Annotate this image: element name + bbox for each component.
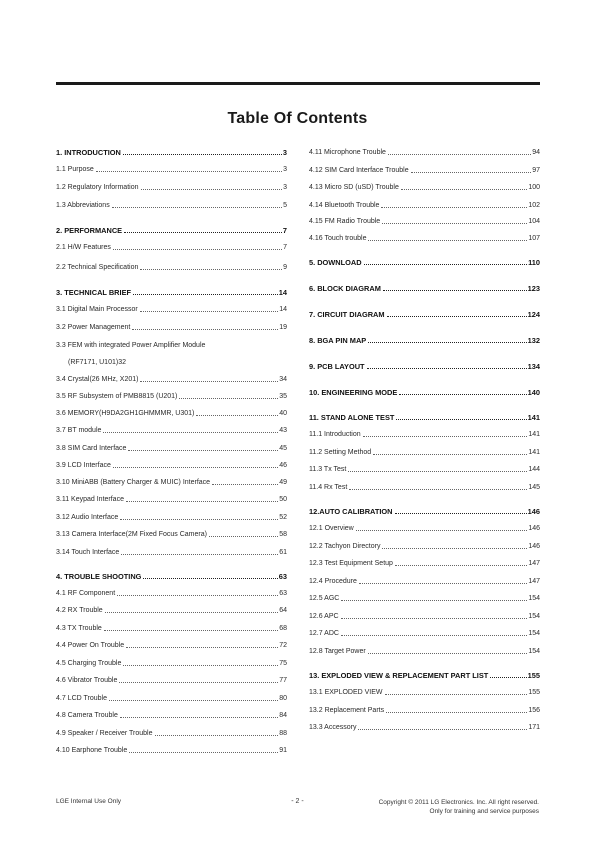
toc-dot-leader (128, 450, 278, 451)
toc-entry-page: 147 (528, 560, 540, 567)
toc-entry-page: 145 (528, 484, 540, 491)
toc-entry-page: 91 (279, 747, 287, 754)
toc-dot-leader (123, 665, 278, 666)
toc-entry-label: 12.4 Procedure (309, 578, 357, 585)
toc-dot-leader (126, 647, 278, 648)
toc-entry-label: 12.2 Tachyon Directory (309, 543, 381, 550)
toc-entry-label: 8. BGA PIN MAP (309, 336, 367, 345)
toc-dot-leader (117, 595, 278, 596)
toc-entry-page: 84 (279, 712, 287, 719)
toc-dot-leader (363, 436, 528, 437)
toc-dot-leader (119, 682, 278, 683)
toc-dot-leader (382, 548, 527, 549)
toc-chapter-entry[interactable] (309, 507, 540, 516)
toc-entry-label: 1.1 Purpose (56, 166, 94, 173)
toc-chapter-entry[interactable] (309, 310, 540, 319)
toc-dot-leader (140, 311, 279, 312)
toc-section-entry[interactable] (56, 495, 287, 504)
toc-entry-label: 13.1 EXPLODED VIEW (309, 689, 383, 696)
toc-dot-leader (140, 269, 282, 270)
toc-section-entry[interactable] (56, 444, 287, 453)
toc-dot-leader (368, 240, 527, 241)
toc-entry-page: 102 (528, 202, 540, 209)
toc-section-entry[interactable] (56, 183, 287, 192)
toc-entry-page: 43 (279, 427, 287, 434)
toc-section-entry[interactable] (56, 478, 287, 487)
toc-dot-leader (367, 368, 527, 369)
toc-section-entry[interactable] (56, 243, 287, 252)
toc-section-entry[interactable] (309, 524, 540, 533)
toc-entry-label: 12.6 APC (309, 613, 339, 620)
toc-entry-label: 3.12 Audio Interface (56, 514, 119, 521)
toc-entry-label: 3.9 LCD Interface (56, 462, 111, 469)
toc-dot-leader (120, 519, 278, 520)
toc-entry-page: 34 (279, 376, 287, 383)
toc-entry-label: 6. BLOCK DIAGRAM (309, 284, 381, 293)
toc-section-entry[interactable] (56, 548, 287, 557)
toc-section-entry[interactable] (309, 688, 540, 697)
toc-dot-leader (368, 653, 528, 654)
toc-section-entry[interactable] (56, 201, 287, 210)
toc-dot-leader (133, 294, 278, 295)
toc-entry-page: 97 (532, 167, 540, 174)
toc-section-entry[interactable] (56, 641, 287, 650)
toc-section-entry[interactable] (56, 729, 287, 738)
toc-entry-label: 4.12 SIM Card Interface Trouble (309, 167, 409, 174)
toc-entry-page: 100 (528, 184, 540, 191)
toc-section-entry[interactable] (56, 323, 287, 332)
toc-entry-label: 4.1 RF Component (56, 590, 116, 597)
toc-section-entry[interactable] (56, 711, 287, 720)
toc-entry-page: 72 (279, 642, 287, 649)
toc-entry-label: 4.7 LCD Trouble (56, 695, 107, 702)
toc-dot-leader (387, 316, 527, 317)
toc-section-entry[interactable] (309, 201, 540, 210)
toc-entry-label: 3. TECHNICAL BRIEF (56, 288, 132, 297)
toc-dot-leader (364, 264, 528, 265)
toc-dot-leader (356, 530, 528, 531)
toc-entry-page: 146 (528, 543, 540, 550)
toc-dot-leader (124, 232, 282, 233)
toc-entry-label: 4.14 Bluetooth Trouble (309, 202, 380, 209)
toc-entry-page: 154 (528, 630, 540, 637)
toc-entry-page: 3 (283, 166, 287, 173)
toc-right-column (309, 148, 540, 732)
toc-entry-page: 171 (528, 724, 540, 731)
toc-entry-label: 4.5 Charging Trouble (56, 660, 122, 667)
toc-entry-label: 3.8 SIM Card Interface (56, 445, 127, 452)
toc-entry-label: 3.10 MiniABB (Battery Charger & MUIC) Interface (56, 479, 211, 486)
toc-dot-leader (129, 752, 278, 753)
toc-entry-page: 104 (528, 218, 540, 225)
toc-entry-label: 11.2 Setting Method (309, 449, 372, 456)
toc-entry-label: 4.13 Micro SD (uSD) Trouble (309, 184, 399, 191)
toc-entry-label: 5. DOWNLOAD (309, 258, 362, 267)
toc-chapter-entry[interactable] (56, 148, 287, 157)
toc-chapter-entry[interactable] (309, 388, 540, 397)
toc-section-entry[interactable] (309, 234, 540, 243)
toc-entry-label: 3.13 Camera Interface(2M Fixed Focus Camera) (56, 531, 207, 538)
toc-dot-leader (386, 712, 527, 713)
toc-dot-leader (132, 329, 278, 330)
toc-dot-leader (126, 501, 278, 502)
toc-section-entry[interactable] (56, 392, 287, 401)
toc-section-entry[interactable] (309, 542, 540, 551)
toc-chapter-entry[interactable] (309, 284, 540, 293)
toc-entry-label: 4.8 Camera Trouble (56, 712, 118, 719)
toc-entry-label: 12.7 ADC (309, 630, 339, 637)
toc-section-entry[interactable] (309, 577, 540, 586)
toc-entry-page: 14 (279, 306, 287, 313)
toc-section-entry[interactable] (309, 723, 540, 732)
toc-entry-label: 10. ENGINEERING MODE (309, 388, 398, 397)
toc-entry-page: 3 (283, 184, 287, 191)
toc-entry-page: 50 (279, 496, 287, 503)
toc-entry-label: 2.2 Technical Specification (56, 264, 139, 271)
toc-dot-leader (341, 635, 527, 636)
toc-dot-leader (123, 154, 282, 155)
toc-entry-page: 154 (528, 613, 540, 620)
toc-entry-page: 58 (279, 531, 287, 538)
toc-entry-page: 63 (279, 590, 287, 597)
toc-dot-leader (196, 415, 278, 416)
toc-entry-page: 140 (527, 388, 540, 397)
toc-entry-label: 1. INTRODUCTION (56, 148, 121, 157)
toc-dot-leader (382, 223, 527, 224)
toc-entry-label: 2. PERFORMANCE (56, 226, 123, 235)
toc-entry-label: 4.10 Earphone Trouble (56, 747, 128, 754)
toc-entry-page: 46 (279, 462, 287, 469)
toc-dot-leader (155, 735, 279, 736)
toc-entry-label: 4.9 Speaker / Receiver Trouble (56, 730, 153, 737)
toc-dot-leader (105, 612, 279, 613)
toc-entry-label: 3.11 Keypad Interface (56, 496, 124, 503)
toc-section-entry[interactable] (56, 341, 287, 350)
toc-dot-leader (121, 554, 278, 555)
toc-chapter-entry[interactable] (309, 413, 540, 422)
toc-dot-leader (103, 432, 278, 433)
toc-chapter-entry[interactable] (309, 362, 540, 371)
toc-entry-page: 146 (527, 507, 540, 516)
footer-copyright (379, 798, 539, 816)
toc-chapter-entry[interactable] (309, 671, 540, 680)
toc-entry-label: 13.2 Replacement Parts (309, 707, 385, 714)
toc-chapter-entry[interactable] (56, 288, 287, 297)
toc-entry-page: 141 (528, 449, 540, 456)
toc-entry-label: 3.5 RF Subsystem of PMB8815 (U201) (56, 393, 178, 400)
toc-entry-label: 4.2 RX Trouble (56, 607, 103, 614)
toc-entry-page: 35 (279, 393, 287, 400)
toc-entry-page: 49 (279, 479, 287, 486)
toc-section-entry[interactable] (309, 559, 540, 568)
toc-section-entry[interactable] (309, 647, 540, 656)
toc-dot-leader (143, 578, 277, 579)
toc-entry-label: 3.14 Touch Interface (56, 549, 120, 556)
toc-section-entry[interactable] (309, 612, 540, 621)
toc-entry-label: 4. TROUBLE SHOOTING (56, 572, 142, 581)
toc-section-entry[interactable] (56, 589, 287, 598)
toc-entry-label: 11.1 Introduction (309, 431, 361, 438)
toc-entry-page: 7 (282, 226, 287, 235)
toc-entry-label: 11.3 Tx Test (309, 466, 347, 473)
toc-dot-leader (113, 467, 278, 468)
toc-entry-page: 110 (528, 258, 540, 267)
toc-entry-page: 64 (279, 607, 287, 614)
toc-section-entry[interactable] (309, 148, 540, 157)
toc-entry-page: 94 (532, 149, 540, 156)
toc-chapter-entry[interactable] (56, 226, 287, 235)
toc-entry-label: 3.4 Crystal(26 MHz, X201) (56, 376, 139, 383)
toc-entry-label: 12.8 Target Power (309, 648, 366, 655)
toc-entry-label: 12.3 Test Equipment Setup (309, 560, 393, 567)
toc-dot-leader (209, 536, 278, 537)
toc-chapter-entry[interactable] (309, 336, 540, 345)
toc-entry-page: 156 (528, 707, 540, 714)
toc-entry-page: 40 (279, 410, 287, 417)
toc-entry-label: 1.3 Abbreviations (56, 202, 110, 209)
toc-entry-page: 68 (279, 625, 287, 632)
toc-entry-page: 146 (528, 525, 540, 532)
toc-section-entry[interactable] (309, 706, 540, 715)
toc-entry-page: 155 (527, 671, 540, 680)
toc-dot-leader (395, 513, 527, 514)
toc-entry-label: 3.3 FEM with integrated Power Amplifier Module (56, 342, 206, 349)
toc-left-column (56, 148, 287, 755)
toc-entry-label: 4.11 Microphone Trouble (309, 149, 386, 156)
toc-dot-leader (368, 342, 526, 343)
toc-section-entry[interactable] (56, 358, 287, 367)
toc-dot-leader (383, 290, 527, 291)
toc-entry-page: 77 (279, 677, 287, 684)
toc-dot-leader (411, 172, 532, 173)
toc-section-entry[interactable] (309, 448, 540, 457)
toc-entry-page: 52 (279, 514, 287, 521)
toc-section-entry[interactable] (309, 483, 540, 492)
toc-dot-leader (341, 600, 527, 601)
toc-entry-label: 4.3 TX Trouble (56, 625, 102, 632)
toc-entry-page: 155 (528, 689, 540, 696)
toc-dot-leader (385, 694, 528, 695)
toc-section-entry[interactable] (56, 409, 287, 418)
toc-entry-label: 3.2 Power Management (56, 324, 131, 331)
toc-section-entry[interactable] (56, 606, 287, 615)
toc-entry-label: 3.1 Digital Main Processor (56, 306, 138, 313)
toc-entry-page: 134 (527, 362, 540, 371)
toc-entry-label: 12.1 Overview (309, 525, 354, 532)
toc-dot-leader (96, 171, 282, 172)
toc-entry-page: 124 (527, 310, 540, 319)
toc-entry-page: 14 (278, 288, 287, 297)
toc-section-entry[interactable] (56, 530, 287, 539)
footer-page-number: - 2 - (291, 798, 304, 805)
toc-section-entry[interactable] (56, 676, 287, 685)
toc-entry-page: 154 (528, 595, 540, 602)
toc-entry-label: 9. PCB LAYOUT (309, 362, 365, 371)
toc-section-entry[interactable] (309, 465, 540, 474)
page-title: Table Of Contents (227, 110, 368, 127)
toc-section-entry[interactable] (56, 461, 287, 470)
toc-entry-label: 2.1 H/W Features (56, 244, 111, 251)
toc-section-entry[interactable] (56, 659, 287, 668)
toc-dot-leader (396, 419, 526, 420)
toc-dot-leader (401, 189, 527, 190)
toc-entry-page: 61 (279, 549, 287, 556)
toc-entry-page: 88 (279, 730, 287, 737)
toc-entry-label: 4.15 FM Radio Trouble (309, 218, 381, 225)
toc-entry-label: 13.3 Accessory (309, 724, 357, 731)
toc-entry-label: 11. STAND ALONE TEST (309, 413, 395, 422)
toc-entry-label: 4.4 Power On Trouble (56, 642, 125, 649)
toc-entry-page: 75 (279, 660, 287, 667)
toc-entry-page: 141 (528, 431, 540, 438)
toc-entry-label: 12.5 AGC (309, 595, 340, 602)
toc-entry-page: 19 (279, 324, 287, 331)
toc-section-entry[interactable] (56, 165, 287, 174)
toc-entry-page: 32 (118, 359, 126, 366)
toc-entry-page: 154 (528, 648, 540, 655)
toc-entry-label: 3.6 MEMORY(H9DA2GH1GHMMMR, U301) (56, 410, 195, 417)
toc-section-entry[interactable] (56, 746, 287, 755)
toc-entry-page: 45 (279, 445, 287, 452)
toc-entry-page: 132 (527, 336, 540, 345)
toc-dot-leader (348, 471, 527, 472)
footer-internal-use: LGE Internal Use Only (56, 798, 122, 805)
toc-section-entry[interactable] (56, 305, 287, 314)
toc-section-entry[interactable] (56, 263, 287, 272)
toc-dot-leader (388, 154, 531, 155)
toc-entry-label: (RF7171, U101) (68, 359, 119, 366)
toc-entry-page: 63 (278, 572, 287, 581)
toc-dot-leader (113, 249, 282, 250)
toc-dot-leader (341, 618, 528, 619)
toc-entry-page: 5 (283, 202, 287, 209)
footer-copyright-line: Copyright © 2011 LG Electronics. Inc. All right reserved. (378, 799, 539, 806)
toc-entry-page: 123 (527, 284, 540, 293)
toc-entry-label: 4.16 Touch trouble (309, 235, 367, 242)
toc-entry-page: 144 (528, 466, 540, 473)
toc-section-entry[interactable] (56, 375, 287, 384)
toc-entry-page: 3 (282, 148, 287, 157)
toc-section-entry[interactable] (309, 594, 540, 603)
toc-entry-page: 107 (528, 235, 540, 242)
toc-entry-label: 12.AUTO CALIBRATION (309, 507, 393, 516)
toc-entry-label: 7. CIRCUIT DIAGRAM (309, 310, 385, 319)
toc-dot-leader (179, 398, 278, 399)
toc-dot-leader (120, 717, 278, 718)
toc-section-entry[interactable] (309, 166, 540, 175)
footer-purpose-line: Only for training and service purposes (429, 808, 539, 815)
toc-entry-label: 1.2 Regulatory Information (56, 184, 139, 191)
toc-section-entry[interactable] (309, 430, 540, 439)
toc-section-entry[interactable] (309, 183, 540, 192)
toc-dot-leader (490, 677, 526, 678)
toc-entry-label: 11.4 Rx Test (309, 484, 348, 491)
toc-chapter-entry[interactable] (56, 572, 287, 581)
toc-dot-leader (395, 565, 527, 566)
toc-dot-leader (399, 394, 526, 395)
toc-dot-leader (358, 729, 527, 730)
top-rule (56, 82, 540, 85)
toc-entry-label: 3.7 BT module (56, 427, 102, 434)
toc-section-entry[interactable] (309, 629, 540, 638)
toc-entry-page: 80 (279, 695, 287, 702)
toc-dot-leader (109, 700, 278, 701)
toc-chapter-entry[interactable] (309, 258, 540, 267)
toc-dot-leader (141, 189, 283, 190)
toc-dot-leader (212, 484, 278, 485)
toc-section-entry[interactable] (56, 426, 287, 435)
toc-section-entry[interactable] (56, 513, 287, 522)
toc-entry-label: 13. EXPLODED VIEW & REPLACEMENT PART LIST (309, 671, 489, 680)
toc-entry-page: 7 (283, 244, 287, 251)
toc-dot-leader (140, 381, 278, 382)
toc-dot-leader (112, 207, 282, 208)
toc-entry-page: 147 (528, 578, 540, 585)
toc-dot-leader (373, 454, 527, 455)
toc-dot-leader (359, 583, 527, 584)
toc-dot-leader (349, 489, 527, 490)
toc-section-entry[interactable] (56, 624, 287, 633)
toc-entry-page: 9 (283, 264, 287, 271)
toc-dot-leader (104, 630, 278, 631)
toc-entry-label: 4.6 Vibrator Trouble (56, 677, 118, 684)
toc-section-entry[interactable] (56, 694, 287, 703)
toc-dot-leader (381, 207, 527, 208)
toc-entry-page: 141 (527, 413, 540, 422)
toc-section-entry[interactable] (309, 217, 540, 226)
